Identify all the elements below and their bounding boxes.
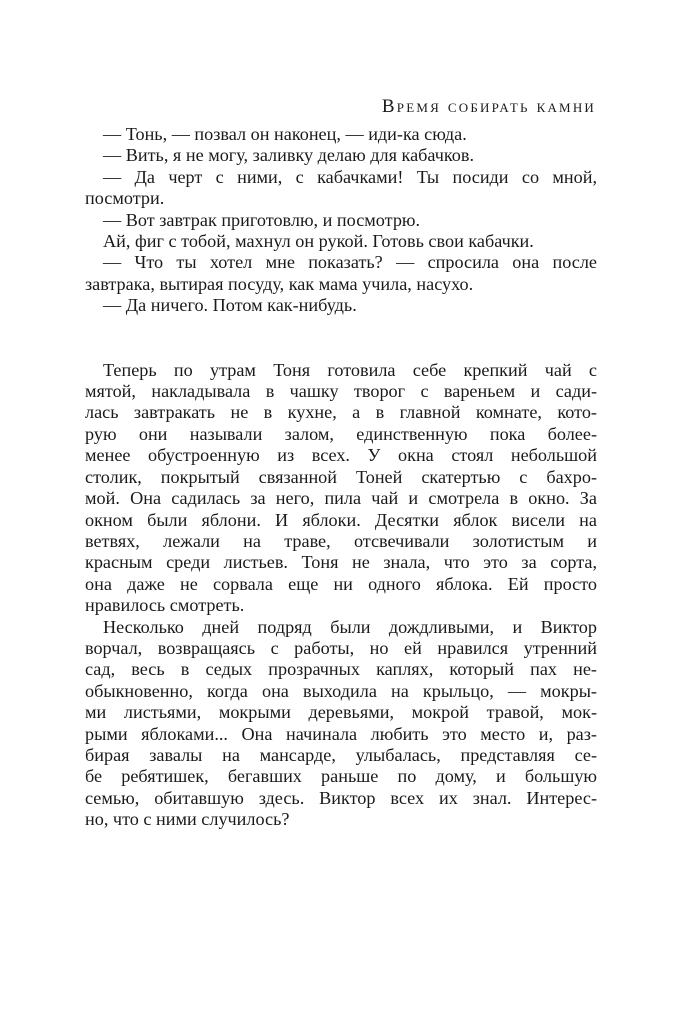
text-line: менее обустроенную из всех. У окна стоял небольшой [85,445,597,466]
text-line: но, что с ними случилось? [85,809,290,830]
text-line: Несколько дней подряд были дождливыми, и Виктор [103,616,597,637]
text-line: ворчал, возвращаясь с работы, но ей нравился утренний [85,637,597,658]
body-text [85,124,597,831]
text-line: завтрака, вытирая посуду, как мама учила, насухо. [85,273,474,294]
text-line: мятой, накладывала в чашку творог с вареньем и сади- [85,381,597,402]
text-line: семью, обитавшую здесь. Виктор всех их знал. Интерес- [85,787,597,808]
section-break [85,317,597,360]
text-line: — Да ничего. Потом как-нибудь. [103,295,357,316]
text-line: она даже не сорвала еще ни одного яблока. Ей просто [85,573,597,594]
text-line: посмотри. [85,188,165,209]
text-line: красным среди листьев. Тоня не знала, что это за сорта, [85,552,597,573]
text-line: столик, покрытый связанной Тоней скатертью с бахро- [85,466,597,487]
text-line: — Тонь, — позвал он наконец, — иди-ка сюда. [103,124,467,144]
text-line: ми листьями, мокрыми деревьями, мокрой травой, мок- [85,702,597,723]
text-line: окном были яблони. И яблоки. Десятки яблок висели на [85,509,597,530]
text-line: Ай, фиг с тобой, махнул он рукой. Готовь свои кабачки. [103,231,534,252]
text-line: — Вот завтрак приготовлю, и посмотрю. [103,209,421,230]
text-line: рую они называли залом, единственную пока более- [85,423,597,444]
text-line: — Да черт с ними, с кабачками! Ты посиди со мной, [103,166,597,187]
text-line: — Что ты хотел мне показать? — спросила она после [103,252,597,273]
running-head-title: Время собирать камни [381,96,596,117]
text-line: бе ребятишек, бегавших раньше по дому, и большую [85,766,597,787]
text-line: ветвях, лежали на траве, отсвечивали золотистым и [85,530,597,551]
text-line: рыми яблоками... Она начинала любить это место и, раз- [85,723,597,744]
text-line: бирая завалы на мансарде, улыбалась, представляя се- [85,744,597,765]
text-line: сад, весь в седых прозрачных каплях, который пах не- [85,659,597,680]
text-line: обыкновенно, когда она выходила на крыльцо, — мокры- [85,680,597,701]
text-line: — Вить, я не могу, заливку делаю для кабачков. [103,145,475,166]
text-line: лась завтракать не в кухне, а в главной комнате, кото- [85,402,597,423]
text-line: нравилось смотреть. [85,595,245,616]
text-line: Теперь по утрам Тоня готовила себе крепкий чай с [103,359,597,380]
text-line: мой. Она садилась за него, пила чай и смотрела в окно. За [85,488,597,509]
